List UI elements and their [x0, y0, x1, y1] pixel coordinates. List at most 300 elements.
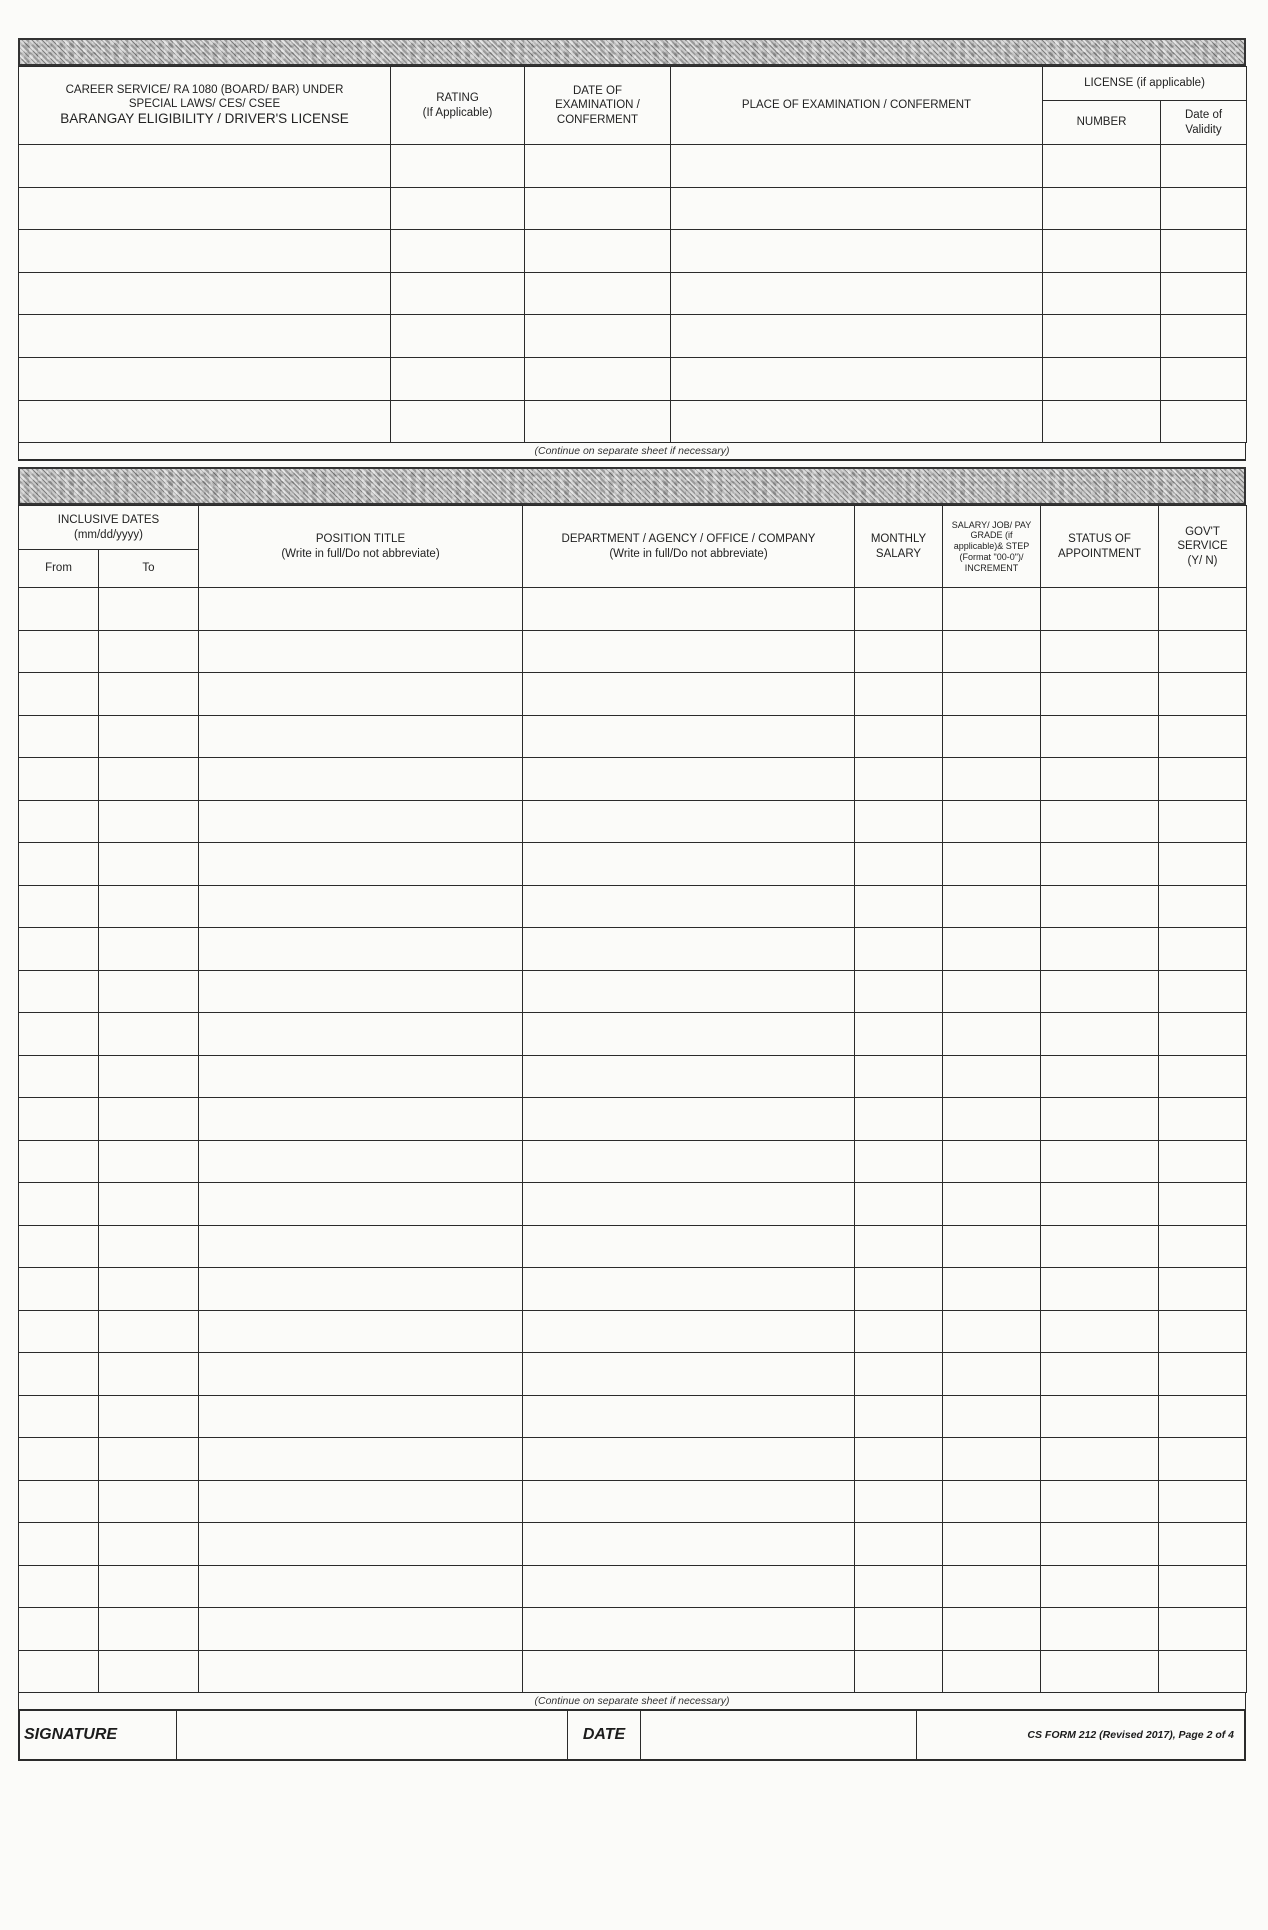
work-experience-row-cell[interactable] — [943, 1225, 1041, 1268]
eligibility-row-cell[interactable] — [525, 230, 671, 273]
eligibility-row-cell[interactable] — [525, 315, 671, 358]
eligibility-row — [19, 315, 1247, 358]
eligibility-row-cell[interactable] — [671, 230, 1043, 273]
work-experience-row-cell[interactable] — [199, 1098, 523, 1141]
eligibility-row-cell[interactable] — [1161, 145, 1247, 188]
eligibility-row-cell[interactable] — [391, 187, 525, 230]
work-experience-row — [19, 1565, 1247, 1608]
eligibility-row-cell[interactable] — [525, 145, 671, 188]
work-experience-row-cell[interactable] — [1159, 1523, 1247, 1566]
work-experience-row-cell[interactable] — [99, 630, 199, 673]
eligibility-row-cell[interactable] — [1043, 145, 1161, 188]
work-experience-row-cell[interactable] — [199, 1013, 523, 1056]
work-experience-row-cell[interactable] — [19, 1438, 99, 1481]
work-experience-row-cell[interactable] — [1159, 1013, 1247, 1056]
work-experience-row-cell[interactable] — [199, 843, 523, 886]
salary-grade-header: SALARY/ JOB/ PAY GRADE (if applicable)& STEP (Format "00-0")/ INCREMENT — [943, 506, 1041, 588]
work-experience-row — [19, 1055, 1247, 1098]
work-experience-row-cell[interactable] — [1041, 843, 1159, 886]
work-experience-row-cell[interactable] — [523, 1523, 855, 1566]
work-experience-row-cell[interactable] — [199, 1395, 523, 1438]
work-experience-row-cell[interactable] — [1041, 1098, 1159, 1141]
work-experience-row-cell[interactable] — [1159, 1055, 1247, 1098]
work-experience-row-cell[interactable] — [855, 673, 943, 716]
work-experience-row-cell[interactable] — [523, 885, 855, 928]
work-experience-row-cell[interactable] — [943, 885, 1041, 928]
work-experience-row-cell[interactable] — [1041, 1608, 1159, 1651]
eligibility-row-cell[interactable] — [391, 357, 525, 400]
eligibility-row — [19, 187, 1247, 230]
work-experience-row-cell[interactable] — [19, 1225, 99, 1268]
work-experience-row-cell[interactable] — [199, 1438, 523, 1481]
work-experience-row — [19, 1523, 1247, 1566]
work-experience-row-cell[interactable] — [855, 1650, 943, 1693]
work-experience-row-cell[interactable] — [1159, 1268, 1247, 1311]
work-experience-row-cell[interactable] — [19, 1140, 99, 1183]
work-experience-row-cell[interactable] — [943, 1480, 1041, 1523]
work-experience-row-cell[interactable] — [19, 843, 99, 886]
work-experience-row — [19, 1353, 1247, 1396]
work-experience-row-cell[interactable] — [199, 800, 523, 843]
work-experience-row-cell[interactable] — [19, 1395, 99, 1438]
work-experience-row-cell[interactable] — [523, 1608, 855, 1651]
work-experience-row-cell[interactable] — [99, 1310, 199, 1353]
work-experience-row — [19, 1650, 1247, 1693]
work-experience-row-cell[interactable] — [19, 588, 99, 631]
work-experience-row-cell[interactable] — [19, 1565, 99, 1608]
work-experience-row-cell[interactable] — [99, 1140, 199, 1183]
work-experience-row-cell[interactable] — [855, 1353, 943, 1396]
work-experience-row-cell[interactable] — [943, 1140, 1041, 1183]
eligibility-row-cell[interactable] — [1043, 230, 1161, 273]
work-experience-row-cell[interactable] — [199, 1353, 523, 1396]
work-experience-row-cell[interactable] — [99, 1480, 199, 1523]
eligibility-row-cell[interactable] — [1043, 357, 1161, 400]
work-experience-row-cell[interactable] — [99, 1565, 199, 1608]
work-experience-row-cell[interactable] — [19, 928, 99, 971]
work-experience-row-cell[interactable] — [523, 970, 855, 1013]
eligibility-row-cell[interactable] — [19, 315, 391, 358]
form-identifier: CS FORM 212 (Revised 2017), Page 2 of 4 — [1027, 1729, 1234, 1742]
work-experience-row-cell[interactable] — [19, 630, 99, 673]
eligibility-row-cell[interactable] — [391, 272, 525, 315]
eligibility-row-cell[interactable] — [19, 187, 391, 230]
work-experience-row-cell[interactable] — [523, 1480, 855, 1523]
work-experience-row-cell[interactable] — [1159, 1608, 1247, 1651]
work-experience-row-cell[interactable] — [523, 1395, 855, 1438]
date-label: DATE — [568, 1711, 641, 1759]
work-experience-row-cell[interactable] — [1159, 1183, 1247, 1226]
work-experience-row-cell[interactable] — [99, 1395, 199, 1438]
work-experience-row — [19, 800, 1247, 843]
work-experience-row — [19, 843, 1247, 886]
eligibility-row-cell[interactable] — [1161, 230, 1247, 273]
work-experience-row-cell[interactable] — [943, 1395, 1041, 1438]
work-experience-row-cell[interactable] — [523, 673, 855, 716]
work-experience-row-cell[interactable] — [1159, 843, 1247, 886]
work-experience-row-cell[interactable] — [1159, 1650, 1247, 1693]
work-experience-row — [19, 758, 1247, 801]
work-experience-row-cell[interactable] — [1159, 1480, 1247, 1523]
work-experience-row-cell[interactable] — [199, 673, 523, 716]
work-experience-row-cell[interactable] — [855, 1225, 943, 1268]
work-experience-row-cell[interactable] — [1041, 885, 1159, 928]
work-experience-row-cell[interactable] — [1159, 1438, 1247, 1481]
work-experience-row — [19, 1608, 1247, 1651]
work-experience-row-cell[interactable] — [1041, 970, 1159, 1013]
work-experience-row-cell[interactable] — [199, 1608, 523, 1651]
work-experience-row-cell[interactable] — [19, 1310, 99, 1353]
work-experience-row-cell[interactable] — [943, 630, 1041, 673]
work-experience-row-cell[interactable] — [19, 1013, 99, 1056]
work-experience-row-cell[interactable] — [523, 928, 855, 971]
eligibility-row-cell[interactable] — [19, 400, 391, 443]
work-experience-row-cell[interactable] — [523, 800, 855, 843]
work-experience-row-cell[interactable] — [1041, 928, 1159, 971]
work-experience-row-cell[interactable] — [1159, 1395, 1247, 1438]
work-experience-row-cell[interactable] — [99, 1055, 199, 1098]
work-experience-row-cell[interactable] — [19, 673, 99, 716]
work-experience-row-cell[interactable] — [855, 715, 943, 758]
work-experience-row-cell[interactable] — [523, 1098, 855, 1141]
work-experience-row-cell[interactable] — [1041, 588, 1159, 631]
work-experience-row-cell[interactable] — [199, 1480, 523, 1523]
work-experience-row-cell[interactable] — [1159, 1098, 1247, 1141]
work-experience-row-cell[interactable] — [523, 758, 855, 801]
work-experience-row-cell[interactable] — [199, 715, 523, 758]
work-experience-row-cell[interactable] — [1159, 1140, 1247, 1183]
eligibility-row-cell[interactable] — [1161, 272, 1247, 315]
work-experience-row-cell[interactable] — [1159, 1225, 1247, 1268]
eligibility-row-cell[interactable] — [671, 145, 1043, 188]
work-experience-row-cell[interactable] — [855, 1395, 943, 1438]
pds-page-2 — [18, 38, 1246, 1900]
work-experience-row-cell[interactable] — [523, 630, 855, 673]
work-experience-row-cell[interactable] — [943, 800, 1041, 843]
work-experience-row-cell[interactable] — [1041, 1183, 1159, 1226]
to-header: To — [99, 550, 199, 588]
work-experience-row-cell[interactable] — [1159, 1353, 1247, 1396]
work-experience-row-cell[interactable] — [199, 1225, 523, 1268]
work-experience-row-cell[interactable] — [523, 1310, 855, 1353]
eligibility-row-cell[interactable] — [19, 272, 391, 315]
work-experience-row-cell[interactable] — [19, 970, 99, 1013]
eligibility-row-cell[interactable] — [391, 400, 525, 443]
work-experience-row-cell[interactable] — [943, 928, 1041, 971]
eligibility-row-cell[interactable] — [671, 315, 1043, 358]
work-experience-row-cell[interactable] — [99, 1013, 199, 1056]
eligibility-row — [19, 230, 1247, 273]
work-experience-row-cell[interactable] — [855, 1013, 943, 1056]
work-experience-row — [19, 1140, 1247, 1183]
work-experience-row-cell[interactable] — [99, 800, 199, 843]
continue-note-section-iv: (Continue on separate sheet if necessary) — [18, 443, 1246, 461]
work-experience-row-cell[interactable] — [855, 1140, 943, 1183]
work-experience-row-cell[interactable] — [19, 1055, 99, 1098]
work-experience-row-cell[interactable] — [855, 1183, 943, 1226]
work-experience-row-cell[interactable] — [943, 1098, 1041, 1141]
work-experience-row-cell[interactable] — [855, 1480, 943, 1523]
work-experience-row-cell[interactable] — [1159, 970, 1247, 1013]
eligibility-row-cell[interactable] — [671, 272, 1043, 315]
work-experience-row-cell[interactable] — [199, 1310, 523, 1353]
work-experience-row-cell[interactable] — [99, 715, 199, 758]
work-experience-row-cell[interactable] — [943, 715, 1041, 758]
work-experience-row-cell[interactable] — [19, 1608, 99, 1651]
work-experience-row-cell[interactable] — [1159, 588, 1247, 631]
eligibility-row — [19, 145, 1247, 188]
work-experience-row-cell[interactable] — [99, 1353, 199, 1396]
civil-service-eligibility-table — [18, 66, 1247, 443]
work-experience-row-cell[interactable] — [99, 928, 199, 971]
work-experience-row-cell[interactable] — [943, 1438, 1041, 1481]
section-iv-header-band — [18, 38, 1246, 66]
work-experience-row-cell[interactable] — [199, 1523, 523, 1566]
eligibility-row-cell[interactable] — [525, 400, 671, 443]
work-experience-row — [19, 1438, 1247, 1481]
eligibility-row-cell[interactable] — [1161, 315, 1247, 358]
signature-field[interactable] — [177, 1711, 568, 1759]
work-experience-row — [19, 1268, 1247, 1311]
work-experience-row-cell[interactable] — [523, 715, 855, 758]
govt-service-header: GOV'T SERVICE (Y/ N) — [1159, 506, 1247, 588]
work-experience-row-cell[interactable] — [99, 758, 199, 801]
eligibility-row-cell[interactable] — [19, 145, 391, 188]
work-experience-row-cell[interactable] — [855, 970, 943, 1013]
work-experience-row-cell[interactable] — [199, 1183, 523, 1226]
work-experience-row-cell[interactable] — [19, 1523, 99, 1566]
work-experience-row-cell[interactable] — [943, 1353, 1041, 1396]
license-header: LICENSE (if applicable) — [1043, 67, 1247, 101]
work-experience-row-cell[interactable] — [523, 1565, 855, 1608]
work-experience-row-cell[interactable] — [1041, 673, 1159, 716]
work-experience-row-cell[interactable] — [99, 588, 199, 631]
work-experience-row-cell[interactable] — [855, 588, 943, 631]
work-experience-row-cell[interactable] — [19, 1268, 99, 1311]
work-experience-row-cell[interactable] — [943, 1650, 1041, 1693]
work-experience-row-cell[interactable] — [523, 843, 855, 886]
work-experience-row-cell[interactable] — [943, 843, 1041, 886]
work-experience-row-cell[interactable] — [1159, 1310, 1247, 1353]
work-experience-row-cell[interactable] — [1041, 1395, 1159, 1438]
work-experience-row-cell[interactable] — [523, 1013, 855, 1056]
signature-label: SIGNATURE — [20, 1711, 177, 1759]
work-experience-row-cell[interactable] — [99, 1523, 199, 1566]
work-experience-row-cell[interactable] — [99, 673, 199, 716]
eligibility-row-cell[interactable] — [1043, 187, 1161, 230]
section-v-header-band — [18, 467, 1246, 505]
work-experience-row-cell[interactable] — [99, 1268, 199, 1311]
eligibility-row-cell[interactable] — [391, 315, 525, 358]
work-experience-row-cell[interactable] — [1041, 1565, 1159, 1608]
work-experience-row-cell[interactable] — [855, 885, 943, 928]
work-experience-row-cell[interactable] — [1041, 1268, 1159, 1311]
work-experience-row-cell[interactable] — [855, 928, 943, 971]
work-experience-row-cell[interactable] — [943, 758, 1041, 801]
rating-header: RATING (If Applicable) — [391, 67, 525, 145]
work-experience-row-cell[interactable] — [1041, 758, 1159, 801]
work-experience-row-cell[interactable] — [1041, 1480, 1159, 1523]
work-experience-row-cell[interactable] — [943, 1183, 1041, 1226]
work-experience-row-cell[interactable] — [943, 970, 1041, 1013]
work-experience-row-cell[interactable] — [523, 1055, 855, 1098]
work-experience-row — [19, 1013, 1247, 1056]
work-experience-row-cell[interactable] — [943, 1608, 1041, 1651]
work-experience-row-cell[interactable] — [523, 1225, 855, 1268]
eligibility-row-cell[interactable] — [391, 145, 525, 188]
work-experience-row-cell[interactable] — [19, 1650, 99, 1693]
work-experience-row-cell[interactable] — [199, 885, 523, 928]
work-experience-row-cell[interactable] — [1159, 758, 1247, 801]
work-experience-row-cell[interactable] — [1159, 800, 1247, 843]
work-experience-row — [19, 715, 1247, 758]
work-experience-row-cell[interactable] — [943, 1310, 1041, 1353]
work-experience-row-cell[interactable] — [1041, 1438, 1159, 1481]
work-experience-row-cell[interactable] — [199, 1055, 523, 1098]
work-experience-row-cell[interactable] — [99, 970, 199, 1013]
work-experience-row-cell[interactable] — [1041, 1353, 1159, 1396]
eligibility-row-cell[interactable] — [671, 187, 1043, 230]
work-experience-row-cell[interactable] — [199, 1565, 523, 1608]
work-experience-row-cell[interactable] — [943, 588, 1041, 631]
work-experience-row — [19, 1225, 1247, 1268]
position-title-header: POSITION TITLE (Write in full/Do not abbreviate) — [199, 506, 523, 588]
work-experience-row-cell[interactable] — [855, 630, 943, 673]
eligibility-row-cell[interactable] — [525, 272, 671, 315]
work-experience-row-cell[interactable] — [523, 1438, 855, 1481]
license-validity-header: Date of Validity — [1161, 101, 1247, 145]
work-experience-row — [19, 970, 1247, 1013]
work-experience-row-cell[interactable] — [523, 1268, 855, 1311]
work-experience-row-cell[interactable] — [19, 1183, 99, 1226]
department-header: DEPARTMENT / AGENCY / OFFICE / COMPANY (Write in full/Do not abbreviate) — [523, 506, 855, 588]
work-experience-row-cell[interactable] — [855, 843, 943, 886]
work-experience-row-cell[interactable] — [99, 885, 199, 928]
work-experience-row — [19, 1183, 1247, 1226]
work-experience-row-cell[interactable] — [1041, 1523, 1159, 1566]
work-experience-row-cell[interactable] — [1159, 673, 1247, 716]
work-experience-row-cell[interactable] — [1041, 1055, 1159, 1098]
work-experience-row-cell[interactable] — [19, 715, 99, 758]
work-experience-row-cell[interactable] — [1041, 800, 1159, 843]
work-experience-row-cell[interactable] — [943, 1268, 1041, 1311]
work-experience-row-cell[interactable] — [19, 885, 99, 928]
work-experience-row-cell[interactable] — [1041, 1140, 1159, 1183]
work-experience-row-cell[interactable] — [199, 1140, 523, 1183]
work-experience-row-cell[interactable] — [199, 1268, 523, 1311]
work-experience-row-cell[interactable] — [99, 1438, 199, 1481]
work-experience-row-cell[interactable] — [199, 758, 523, 801]
work-experience-row-cell[interactable] — [855, 1523, 943, 1566]
eligibility-row-cell[interactable] — [1161, 187, 1247, 230]
work-experience-row — [19, 630, 1247, 673]
work-experience-row-cell[interactable] — [1041, 1013, 1159, 1056]
eligibility-row-cell[interactable] — [1161, 400, 1247, 443]
work-experience-row-cell[interactable] — [199, 1650, 523, 1693]
work-experience-row-cell[interactable] — [99, 1183, 199, 1226]
eligibility-row — [19, 357, 1247, 400]
work-experience-row-cell[interactable] — [523, 1183, 855, 1226]
work-experience-row-cell[interactable] — [855, 1438, 943, 1481]
work-experience-row-cell[interactable] — [523, 588, 855, 631]
work-experience-row-cell[interactable] — [943, 1565, 1041, 1608]
work-experience-row-cell[interactable] — [855, 1608, 943, 1651]
work-experience-row-cell[interactable] — [99, 1608, 199, 1651]
from-header: From — [19, 550, 99, 588]
eligibility-row — [19, 400, 1247, 443]
eligibility-row — [19, 272, 1247, 315]
work-experience-row-cell[interactable] — [1159, 715, 1247, 758]
work-experience-row-cell[interactable] — [199, 928, 523, 971]
work-experience-row-cell[interactable] — [1159, 928, 1247, 971]
work-experience-row-cell[interactable] — [19, 1353, 99, 1396]
work-experience-row-cell[interactable] — [199, 630, 523, 673]
eligibility-row-cell[interactable] — [525, 187, 671, 230]
work-experience-row-cell[interactable] — [523, 1650, 855, 1693]
eligibility-row-cell[interactable] — [1043, 272, 1161, 315]
inclusive-dates-header: INCLUSIVE DATES (mm/dd/yyyy) — [19, 506, 199, 550]
eligibility-row-cell[interactable] — [1161, 357, 1247, 400]
work-experience-row-cell[interactable] — [523, 1140, 855, 1183]
work-experience-row-cell[interactable] — [855, 1098, 943, 1141]
work-experience-row-cell[interactable] — [1159, 885, 1247, 928]
date-of-exam-header: DATE OF EXAMINATION / CONFERMENT — [525, 67, 671, 145]
work-experience-row-cell[interactable] — [1041, 1650, 1159, 1693]
work-experience-row-cell[interactable] — [855, 800, 943, 843]
work-experience-row-cell[interactable] — [199, 588, 523, 631]
work-experience-row-cell[interactable] — [943, 1013, 1041, 1056]
work-experience-row-cell[interactable] — [1041, 715, 1159, 758]
work-experience-row-cell[interactable] — [943, 1523, 1041, 1566]
work-experience-row-cell[interactable] — [1041, 1310, 1159, 1353]
work-experience-table — [18, 505, 1247, 1693]
work-experience-row-cell[interactable] — [99, 1225, 199, 1268]
eligibility-row-cell[interactable] — [391, 230, 525, 273]
eligibility-row-cell[interactable] — [1043, 400, 1161, 443]
work-experience-row-cell[interactable] — [855, 1268, 943, 1311]
work-experience-row-cell[interactable] — [855, 1055, 943, 1098]
eligibility-row-cell[interactable] — [19, 230, 391, 273]
work-experience-row-cell[interactable] — [99, 1098, 199, 1141]
work-experience-row-cell[interactable] — [855, 758, 943, 801]
work-experience-row-cell[interactable] — [855, 1310, 943, 1353]
work-experience-row-cell[interactable] — [19, 1480, 99, 1523]
work-experience-row-cell[interactable] — [99, 843, 199, 886]
work-experience-row-cell[interactable] — [1041, 1225, 1159, 1268]
signature-footer — [18, 1711, 1246, 1761]
work-experience-row-cell[interactable] — [1159, 1565, 1247, 1608]
eligibility-row-cell[interactable] — [1043, 315, 1161, 358]
work-experience-row-cell[interactable] — [855, 1565, 943, 1608]
monthly-salary-header: MONTHLY SALARY — [855, 506, 943, 588]
work-experience-row-cell[interactable] — [943, 673, 1041, 716]
work-experience-row-cell[interactable] — [19, 1098, 99, 1141]
eligibility-row-cell[interactable] — [19, 357, 391, 400]
continue-note-section-v: (Continue on separate sheet if necessary) — [18, 1693, 1246, 1711]
work-experience-row-cell[interactable] — [99, 1650, 199, 1693]
work-experience-row-cell[interactable] — [1159, 630, 1247, 673]
date-field[interactable] — [641, 1711, 917, 1759]
work-experience-row-cell[interactable] — [523, 1353, 855, 1396]
work-experience-row-cell[interactable] — [199, 970, 523, 1013]
work-experience-row-cell[interactable] — [943, 1055, 1041, 1098]
eligibility-row-cell[interactable] — [525, 357, 671, 400]
eligibility-row-cell[interactable] — [671, 357, 1043, 400]
work-experience-row-cell[interactable] — [1041, 630, 1159, 673]
work-experience-row-cell[interactable] — [19, 758, 99, 801]
eligibility-row-cell[interactable] — [671, 400, 1043, 443]
work-experience-row-cell[interactable] — [19, 800, 99, 843]
